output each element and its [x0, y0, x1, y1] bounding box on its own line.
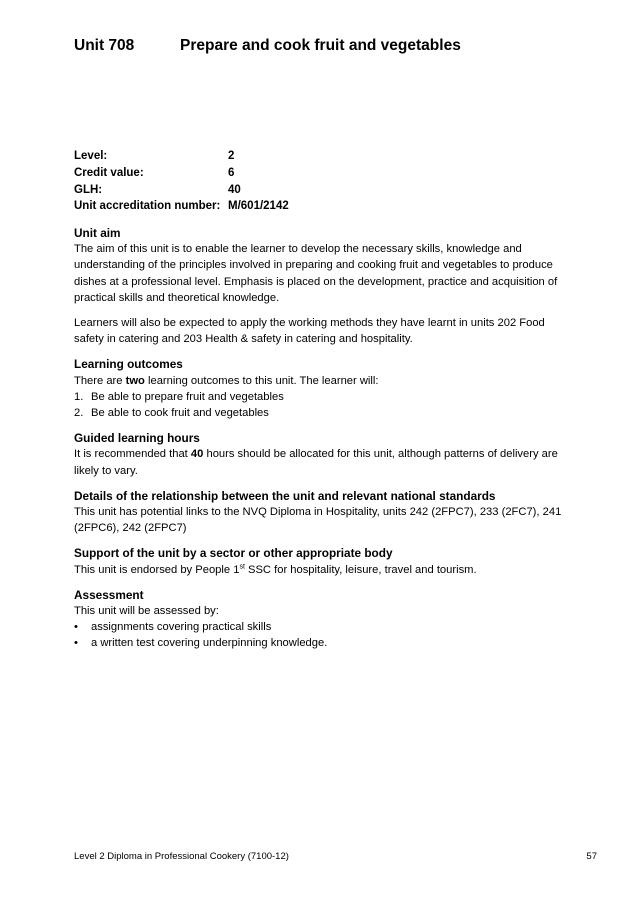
section-learning-outcomes: [74, 356, 568, 421]
text-span: This unit is endorsed by People 1: [74, 563, 240, 576]
page-number: 57: [586, 851, 597, 862]
bullet-text: assignments covering practical skills: [91, 621, 272, 634]
meta-label: Credit value:: [74, 166, 144, 179]
unit-header: [74, 37, 461, 55]
bullet-item: [74, 619, 568, 635]
section-assessment: [74, 587, 568, 652]
bullet-icon: •: [74, 637, 78, 650]
meta-label: Unit accreditation number:: [74, 200, 221, 213]
superscript: st: [239, 562, 245, 570]
item-text: Be able to prepare fruit and vegetables: [91, 390, 284, 403]
footer-title: Level 2 Diploma in Professional Cookery (7100-12): [74, 851, 289, 862]
section-unit-aim: [74, 225, 568, 306]
section-support: [74, 545, 568, 577]
standards-paragraph: This unit has potential links to the NVQ Diploma in Hospitality, units 242 (2FPC7), 233 (2FC7), 241 (2FPC6), 242 (2FPC7): [74, 506, 562, 535]
outcomes-intro: [74, 373, 568, 389]
text-span: hours should be allocated for this unit, although patterns of delivery are likely to vary.: [74, 448, 558, 477]
bold-hours: 40: [190, 448, 204, 461]
aim-paragraph-2: Learners will also be expected to apply the working methods they have learnt in units 202 Food safety in catering and 203 Health & safety in catering and hospitality.: [74, 317, 545, 346]
meta-label: GLH:: [74, 183, 103, 196]
support-paragraph: [74, 562, 568, 578]
meta-value: 6: [228, 166, 235, 179]
item-number: 1.: [74, 390, 84, 403]
unit-number: Unit 708: [74, 37, 135, 54]
item-number: 2.: [74, 407, 84, 420]
meta-value: M/601/2142: [228, 200, 289, 213]
meta-label: Level:: [74, 150, 108, 162]
unit-content: [74, 225, 568, 661]
bold-count: two: [125, 374, 145, 387]
list-item: [74, 389, 568, 405]
bullet-text: a written test covering underpinning knowledge.: [91, 637, 328, 650]
meta-row-level: [74, 148, 289, 165]
text-span: learning outcomes to this unit. The learner will:: [144, 374, 379, 387]
glh-paragraph: [74, 446, 568, 478]
text-span: SSC for hospitality, leisure, travel and tourism.: [244, 563, 477, 576]
unit-meta: [74, 148, 289, 215]
unit-title: Prepare and cook fruit and vegetables: [180, 37, 461, 54]
section-heading: Unit aim: [74, 226, 121, 240]
list-item: [74, 405, 568, 421]
section-heading: Assessment: [74, 587, 144, 602]
meta-row-credit: [74, 165, 289, 182]
meta-value: 2: [228, 150, 235, 162]
section-heading: Guided learning hours: [74, 431, 200, 446]
section-national-standards: [74, 488, 568, 537]
meta-row-glh: [74, 182, 289, 199]
section-guided-learning-hours: [74, 430, 568, 479]
section-heading: Support of the unit by a sector or other appropriate body: [74, 546, 393, 561]
section-heading: Learning outcomes: [74, 357, 183, 372]
item-text: Be able to cook fruit and vegetables: [91, 407, 269, 420]
text-span: There are: [74, 374, 126, 387]
meta-row-accreditation: [74, 198, 289, 215]
aim-paragraph: The aim of this unit is to enable the learner to develop the necessary skills, knowledge and understanding of the principles involved in preparing and cooking fruit and vegetables to produce dishes at a professional level. Emphasis is placed on the development, practice and acquisition of practical skills and theoretical knowledge.: [74, 243, 558, 304]
page-footer: [74, 851, 597, 862]
bullet-item: [74, 635, 568, 651]
bullet-icon: •: [74, 621, 78, 634]
section-heading: Details of the relationship between the unit and relevant national standards: [74, 488, 496, 503]
section-unit-aim-extra: [74, 315, 568, 347]
meta-value: 40: [228, 183, 241, 196]
assessment-intro: This unit will be assessed by:: [74, 605, 219, 618]
text-span: It is recommended that: [74, 448, 191, 461]
